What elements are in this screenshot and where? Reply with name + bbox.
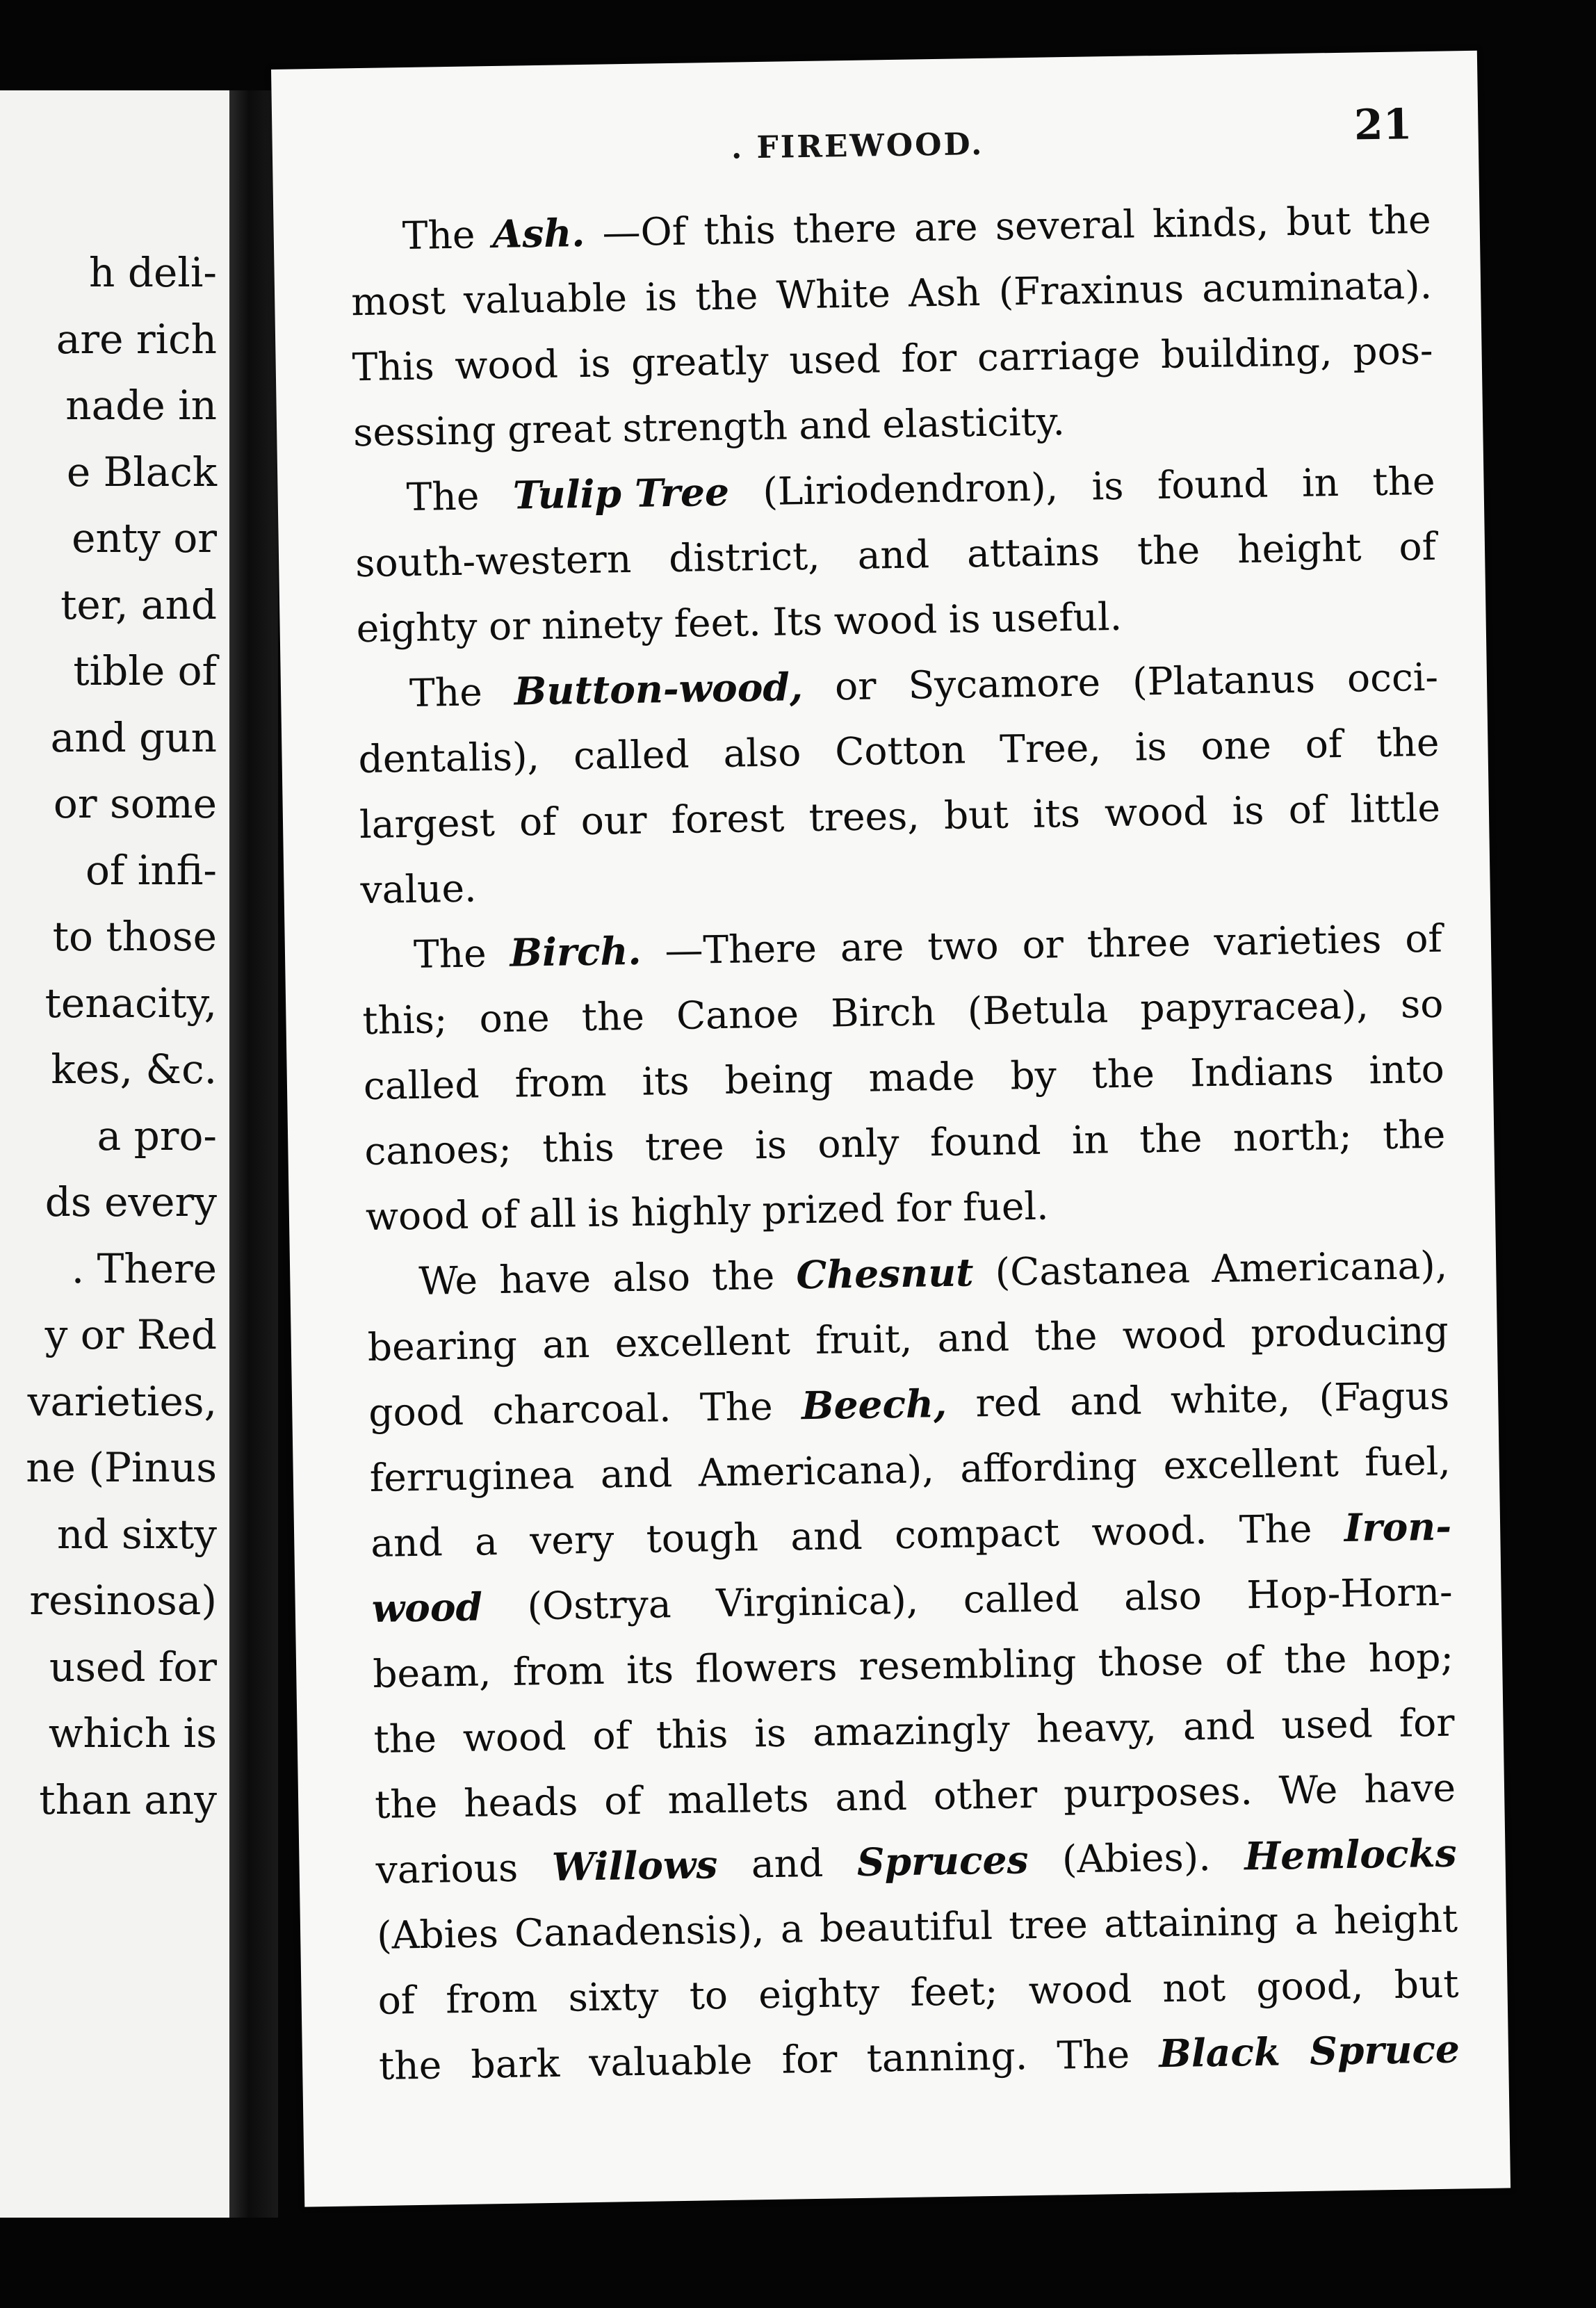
word: only — [817, 1121, 899, 1167]
left-page-line: kes, &c. — [51, 1046, 217, 1093]
word: bearing — [367, 1322, 518, 1370]
word: not — [1162, 1965, 1226, 2011]
word: the — [1283, 1636, 1347, 1682]
word: Indians — [1189, 1048, 1334, 1096]
running-head: . FIREWOOD. — [731, 126, 984, 166]
left-page-line: nade in — [65, 382, 217, 429]
word: hop; — [1368, 1634, 1454, 1681]
left-page-line: varieties, — [27, 1377, 217, 1425]
word: elasticity. — [881, 399, 1066, 447]
italic-term: Spruce — [1309, 2026, 1460, 2074]
word: heads — [463, 1779, 578, 1826]
word: found — [929, 1118, 1041, 1165]
word: one — [479, 995, 551, 1041]
word: and — [790, 1513, 863, 1559]
word: beam, — [372, 1650, 491, 1696]
left-page-line: . There — [71, 1244, 217, 1292]
word: Sycamore — [908, 660, 1101, 708]
word: attains — [966, 529, 1100, 576]
italic-term: Beech, — [801, 1380, 947, 1429]
word: amazingly — [812, 1707, 1011, 1755]
word: The — [1239, 1506, 1312, 1552]
word: called — [363, 1062, 480, 1109]
word: one — [1200, 722, 1272, 769]
word: and — [937, 1315, 1010, 1361]
word: compact — [894, 1510, 1060, 1558]
word: the — [378, 2042, 442, 2088]
word: this; — [362, 997, 448, 1043]
word: (Fagus — [1319, 1373, 1450, 1420]
word: height — [1333, 1896, 1458, 1943]
word: the — [374, 1781, 438, 1827]
word: the — [1367, 197, 1432, 243]
word: the — [711, 1253, 775, 1299]
word: wood — [1028, 1966, 1132, 2013]
word: the — [1371, 458, 1436, 505]
word: (Liriodendron), — [762, 464, 1059, 514]
left-page-line: e Black — [66, 448, 217, 496]
word: most — [350, 278, 446, 325]
word: used — [1280, 1701, 1374, 1748]
word: Birch — [830, 989, 936, 1036]
word: fruit, — [815, 1316, 913, 1363]
word: a — [474, 1519, 498, 1564]
left-page-line: ds every — [44, 1178, 217, 1226]
book-spine-shadow — [229, 90, 278, 2218]
word: the — [1091, 1051, 1155, 1097]
word: wood. — [1091, 1508, 1207, 1554]
word: the — [1139, 1116, 1203, 1162]
word: also — [1123, 1573, 1203, 1619]
word: (Fraxinus — [998, 266, 1184, 314]
word: feet; — [909, 1968, 998, 2015]
word: kinds, — [1152, 200, 1269, 247]
word: and — [834, 1773, 908, 1820]
left-page-line: and gun — [50, 713, 217, 761]
word: great — [507, 406, 612, 453]
word: height — [1237, 525, 1362, 572]
word: —Of — [602, 209, 687, 255]
word: largest — [359, 800, 496, 847]
word: and — [798, 402, 872, 448]
word: varieties — [1214, 917, 1382, 964]
word: resembling — [858, 1641, 1077, 1689]
word: south-western — [355, 536, 632, 586]
word: Virginica), — [715, 1577, 919, 1626]
word: (Castanea — [995, 1246, 1191, 1294]
word: eighty — [758, 1970, 880, 2017]
left-page-line: resinosa) — [29, 1577, 217, 1624]
word: excellent — [1163, 1440, 1340, 1488]
word: of — [480, 1192, 518, 1237]
word: used — [788, 336, 881, 383]
word: valuable — [463, 275, 628, 323]
word: pos- — [1352, 327, 1433, 374]
italic-term: wood — [371, 1584, 483, 1631]
left-page-line: used for — [49, 1643, 217, 1691]
word: of — [519, 799, 557, 845]
word: north; — [1232, 1113, 1353, 1160]
italic-term: Birch. — [510, 927, 642, 975]
word: our — [580, 797, 648, 844]
left-page-text — [26, 240, 217, 1833]
word: very — [529, 1517, 614, 1563]
word: into — [1368, 1046, 1445, 1093]
word: for — [781, 2036, 838, 2082]
word: of — [603, 1778, 642, 1823]
word: all — [528, 1191, 577, 1237]
word: (Abies). — [1061, 1835, 1212, 1882]
word: wood — [833, 597, 938, 644]
word: and — [857, 532, 930, 578]
word: various — [375, 1845, 519, 1892]
italic-term: Hemlocks — [1244, 1830, 1457, 1879]
word: the — [373, 1716, 437, 1762]
italic-term: Chesnut — [795, 1249, 975, 1298]
word: occi- — [1346, 654, 1439, 701]
word: those — [1098, 1639, 1204, 1685]
word: is — [578, 341, 611, 387]
word: its — [626, 1647, 674, 1693]
word: Americana), — [698, 1447, 935, 1495]
word: tree — [644, 1123, 725, 1169]
word: a — [780, 1906, 804, 1951]
word: to — [689, 1973, 728, 2018]
word: building, — [1160, 330, 1333, 377]
word: from — [445, 1976, 538, 2022]
word: or — [1022, 922, 1064, 968]
body-text — [350, 187, 1460, 2099]
word: is — [644, 274, 678, 320]
word: acuminata). — [1201, 262, 1433, 311]
word: We — [418, 1258, 478, 1303]
word: value. — [360, 866, 477, 913]
word: by — [1009, 1053, 1057, 1098]
word: tree — [1008, 1901, 1089, 1948]
word: little — [1349, 785, 1441, 831]
word: and — [600, 1451, 673, 1497]
word: from — [512, 1648, 605, 1694]
word: its — [1032, 790, 1081, 836]
word: wood — [365, 1192, 469, 1240]
word: of — [377, 1978, 416, 2023]
word: three — [1086, 920, 1191, 966]
word: useful. — [991, 594, 1123, 641]
word: (Ostrya — [527, 1582, 672, 1629]
word: Tree, — [999, 725, 1102, 772]
word: the — [1137, 528, 1200, 574]
word: other — [933, 1771, 1038, 1819]
word: The — [1056, 2031, 1130, 2078]
word: is — [1091, 463, 1124, 509]
word: of — [1404, 916, 1443, 961]
word: Americana), — [1211, 1242, 1448, 1291]
word: in — [1301, 460, 1340, 505]
word: also — [612, 1254, 691, 1301]
word: is — [1134, 724, 1168, 770]
word: but — [943, 792, 1009, 838]
word: Its — [772, 599, 823, 644]
word: This — [352, 343, 435, 390]
word: this — [703, 207, 776, 254]
word: for — [895, 1185, 952, 1231]
word: producing — [1250, 1308, 1449, 1356]
word: the — [694, 273, 758, 319]
word: (Betula — [967, 986, 1109, 1034]
word: is — [1232, 788, 1264, 834]
word: an — [542, 1322, 590, 1367]
word: We — [1278, 1767, 1338, 1813]
word: The — [406, 473, 480, 520]
word: (Platanus — [1132, 656, 1316, 704]
word: made — [868, 1054, 975, 1100]
word: beautiful — [819, 1903, 993, 1951]
left-facing-page — [0, 90, 229, 2218]
italic-term: Button-wood, — [514, 664, 804, 714]
left-page-line: of infi- — [85, 846, 217, 894]
word: this — [656, 1711, 728, 1757]
word: and — [751, 1840, 824, 1887]
word: is — [587, 1190, 620, 1236]
word: tough — [646, 1515, 759, 1561]
word: of — [1398, 523, 1437, 569]
word: the — [1034, 1313, 1098, 1359]
word: canoes; — [364, 1126, 512, 1174]
word: being — [724, 1056, 834, 1103]
word: so — [1400, 981, 1444, 1027]
word: two — [927, 923, 1000, 969]
word: heavy, — [1036, 1705, 1157, 1752]
word: called — [963, 1575, 1080, 1622]
right-page — [271, 51, 1510, 2207]
word: and — [370, 1520, 443, 1566]
italic-term: Willows — [551, 1842, 718, 1890]
word: this — [542, 1125, 615, 1171]
word: also — [723, 730, 801, 776]
word: there — [792, 205, 897, 252]
word: dentalis), — [358, 734, 540, 782]
word: mallets — [667, 1775, 810, 1823]
left-page-line: ne (Pinus — [26, 1444, 217, 1491]
word: for — [900, 335, 957, 381]
word: and — [1182, 1703, 1255, 1749]
word: district, — [668, 533, 821, 581]
word: ferruginea — [369, 1452, 575, 1501]
word: bark — [470, 2040, 560, 2087]
left-page-line: nd sixty — [56, 1510, 217, 1558]
italic-term: Tulip Tree — [512, 469, 730, 518]
word: The — [402, 212, 475, 259]
word: its — [642, 1058, 690, 1104]
word: sessing — [352, 407, 497, 455]
word: The — [699, 1383, 774, 1430]
word: are — [840, 924, 904, 970]
word: the — [1376, 720, 1440, 766]
word: good, — [1255, 1962, 1364, 2010]
word: tanning. — [866, 2033, 1028, 2081]
word: sixty — [568, 1974, 660, 2020]
word: fuel. — [962, 1183, 1049, 1230]
word: of — [592, 1713, 630, 1759]
italic-term: Ash. — [492, 209, 585, 257]
word: Ash — [908, 270, 981, 316]
word: for — [1399, 1700, 1456, 1746]
word: or — [834, 663, 877, 709]
word: several — [995, 202, 1136, 249]
left-page-line: a pro- — [97, 1112, 217, 1160]
word: (Abies — [376, 1911, 499, 1958]
word: a — [1294, 1898, 1318, 1944]
word: fuel, — [1364, 1438, 1451, 1485]
word: called — [573, 731, 690, 779]
left-page-line: ter, and — [60, 580, 217, 628]
italic-term: Iron- — [1344, 1503, 1452, 1551]
word: papyracea), — [1139, 982, 1369, 1031]
left-page-line: y or Red — [44, 1311, 217, 1358]
word: eighty — [356, 604, 478, 651]
word: Cotton — [834, 727, 966, 774]
word: flowers — [694, 1644, 838, 1691]
word: have — [498, 1255, 592, 1303]
left-page-line: to those — [52, 913, 217, 960]
word: ninety — [541, 601, 663, 648]
left-page-line: tenacity, — [44, 979, 217, 1027]
word: greatly — [630, 338, 770, 385]
word: trees, — [808, 793, 920, 840]
word: affording — [959, 1443, 1138, 1491]
word: white, — [1170, 1376, 1291, 1422]
word: good — [368, 1388, 464, 1436]
word: from — [514, 1059, 608, 1106]
left-page-line: than any — [39, 1775, 217, 1823]
word: found — [1157, 461, 1269, 508]
word: purposes. — [1063, 1769, 1253, 1817]
word: but — [1286, 198, 1351, 245]
italic-term: Black — [1158, 2029, 1281, 2077]
word: wood — [1104, 788, 1208, 836]
word: excellent — [614, 1318, 791, 1366]
word: highly — [630, 1188, 751, 1235]
word: strength — [622, 403, 788, 451]
word: but — [1394, 1961, 1459, 2007]
word: of — [1224, 1637, 1263, 1683]
word: are — [913, 204, 979, 250]
word: red — [975, 1379, 1042, 1426]
word: carriage — [977, 332, 1141, 380]
word: attaining — [1103, 1899, 1279, 1947]
word: The — [413, 931, 487, 977]
word: White — [776, 271, 891, 318]
word: is — [948, 596, 982, 642]
word: the — [1382, 1112, 1446, 1158]
word: valuable — [588, 2038, 753, 2086]
page-number: 21 — [1353, 100, 1412, 150]
word: wood — [462, 1714, 567, 1760]
word: in — [1071, 1117, 1109, 1163]
word: charcoal. — [491, 1385, 672, 1433]
left-page-line: h deli- — [89, 249, 217, 296]
word: of — [1288, 787, 1326, 833]
word: forest — [671, 795, 785, 843]
word: Canoe — [676, 991, 799, 1039]
word: prized — [761, 1186, 885, 1233]
word: or — [488, 603, 530, 649]
word: The — [409, 669, 483, 715]
word: feet. — [674, 600, 762, 646]
italic-term: Spruces — [856, 1837, 1029, 1885]
word: of — [1305, 721, 1343, 767]
word: —There — [664, 925, 817, 973]
word: and — [1069, 1378, 1142, 1424]
left-page-line: tible of — [73, 647, 217, 694]
word: Canadensis), — [514, 1907, 765, 1956]
word: wood — [454, 341, 559, 388]
word: have — [1363, 1765, 1456, 1812]
word: is — [754, 1122, 788, 1168]
left-page-line: are rich — [56, 315, 217, 363]
left-page-line: which is — [48, 1709, 217, 1757]
left-page-line: or some — [53, 780, 217, 827]
word: wood — [1122, 1311, 1226, 1358]
word: the — [581, 993, 645, 1040]
left-page-line: enty or — [72, 514, 217, 562]
word: is — [754, 1710, 787, 1756]
word: Hop-Horn- — [1246, 1569, 1454, 1618]
